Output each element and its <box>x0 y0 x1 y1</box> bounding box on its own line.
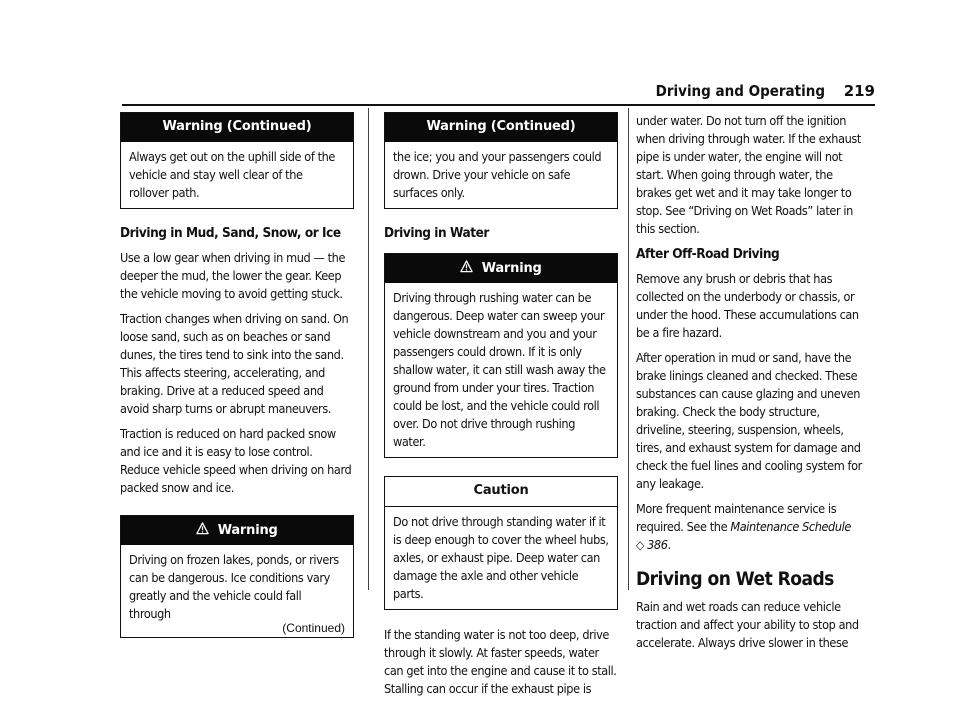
column-divider <box>368 108 369 590</box>
page-number: 219 <box>843 82 875 100</box>
section-heading-mud-sand: Driving in Mud, Sand, Snow, or Ice <box>120 225 341 241</box>
maintenance-prefix: More frequent maintenance service is required. See the <box>636 501 837 534</box>
warning-heading <box>121 516 353 545</box>
warning-box <box>384 253 618 458</box>
paragraph: Traction is reduced on hard packed snow and ice and it is easy to lose control. Reduce vehicle speed when driving on hard packed snow and ice. <box>120 426 352 495</box>
warning-continued-heading: Warning (Continued) <box>385 113 617 142</box>
chapter-title: Driving and Operating <box>655 82 825 100</box>
warning-continued-text: the ice; you and your passengers could drown. Drive your vehicle on safe surfaces only. <box>393 149 602 200</box>
warning-text: Driving through rushing water can be dangerous. Deep water can sweep your vehicle downstream and you and your passengers could drown. If it is only shallow water, it can still wash away the ground from under your tires. Traction could be lost, and the vehicle could roll over. Do not drive through rushing water. <box>393 290 606 449</box>
warning-continued-heading: Warning (Continued) <box>121 113 353 142</box>
warning-triangle-icon <box>196 523 213 538</box>
paragraph: Traction changes when driving on sand. On loose sand, such as on beaches or sand dunes, the tires tend to sink into the sand. This affects steering, accelerating, and braking. Drive at a reduced speed and avoid sharp turns or abrupt maneuvers. <box>120 311 349 416</box>
maintenance-schedule-link[interactable]: Maintenance Schedule <box>730 519 851 534</box>
maintenance-suffix: . <box>667 537 671 552</box>
page-reference-icon: ◇ <box>636 538 644 552</box>
column-2 <box>384 112 618 705</box>
caution-box <box>384 476 618 610</box>
warning-heading <box>385 254 617 283</box>
column-1 <box>120 112 354 654</box>
warning-box <box>120 515 354 638</box>
warning-text: Driving on frozen lakes, ponds, or rivers can be dangerous. Ice conditions vary greatly and the vehicle could fall through <box>129 552 339 621</box>
column-divider <box>628 108 629 590</box>
page-header <box>122 82 875 106</box>
continued-label: (Continued) <box>282 621 345 635</box>
paragraph: After operation in mud or sand, have the brake linings cleaned and checked. These substances can cause glazing and uneven braking. Check the body structure, driveline, steering, suspension, wheels, tires, and exhaust system for damage and check the fuel lines and cooling system for any leakage. <box>636 350 862 491</box>
paragraph: under water. Do not turn off the ignition when driving through water. If the exhaust pipe is under water, the engine will not start. When going through water, the brakes get wet and it may take longer to stop. See “Driving on Wet Roads” later in this section. <box>636 113 861 236</box>
paragraph: Rain and wet roads can reduce vehicle traction and affect your ability to stop and accelerate. Always drive slower in these <box>636 599 859 650</box>
warning-continued-box <box>384 112 618 209</box>
warning-heading-text: Warning <box>481 261 542 276</box>
warning-triangle-icon <box>460 261 477 276</box>
column-3 <box>636 112 870 659</box>
caution-heading: Caution <box>385 477 617 507</box>
caution-text: Do not drive through standing water if it is deep enough to cover the wheel hubs, axles, or exhaust pipe. Deep water can damage the axle and other vehicle parts. <box>393 514 609 601</box>
maintenance-paragraph <box>636 500 870 554</box>
warning-heading-text: Warning <box>217 523 278 538</box>
section-heading-after-off-road: After Off-Road Driving <box>636 246 780 262</box>
warning-continued-text: Always get out on the uphill side of the vehicle and stay well clear of the rollover path. <box>129 149 336 200</box>
paragraph: If the standing water is not too deep, drive through it slowly. At faster speeds, water can get into the engine and cause it to stall. Stalling can occur if the exhaust pipe is <box>384 627 617 696</box>
section-heading-driving-in-water: Driving in Water <box>384 225 489 241</box>
warning-continued-box <box>120 112 354 209</box>
paragraph: Use a low gear when driving in mud — the deeper the mud, the lower the gear. Keep the vehicle moving to avoid getting stuck. <box>120 250 346 301</box>
page-reference[interactable]: 386 <box>647 537 668 552</box>
main-heading-wet-roads: Driving on Wet Roads <box>636 568 834 590</box>
paragraph: Remove any brush or debris that has collected on the underbody or chassis, or under the hood. These accumulations can be a fire hazard. <box>636 271 859 340</box>
